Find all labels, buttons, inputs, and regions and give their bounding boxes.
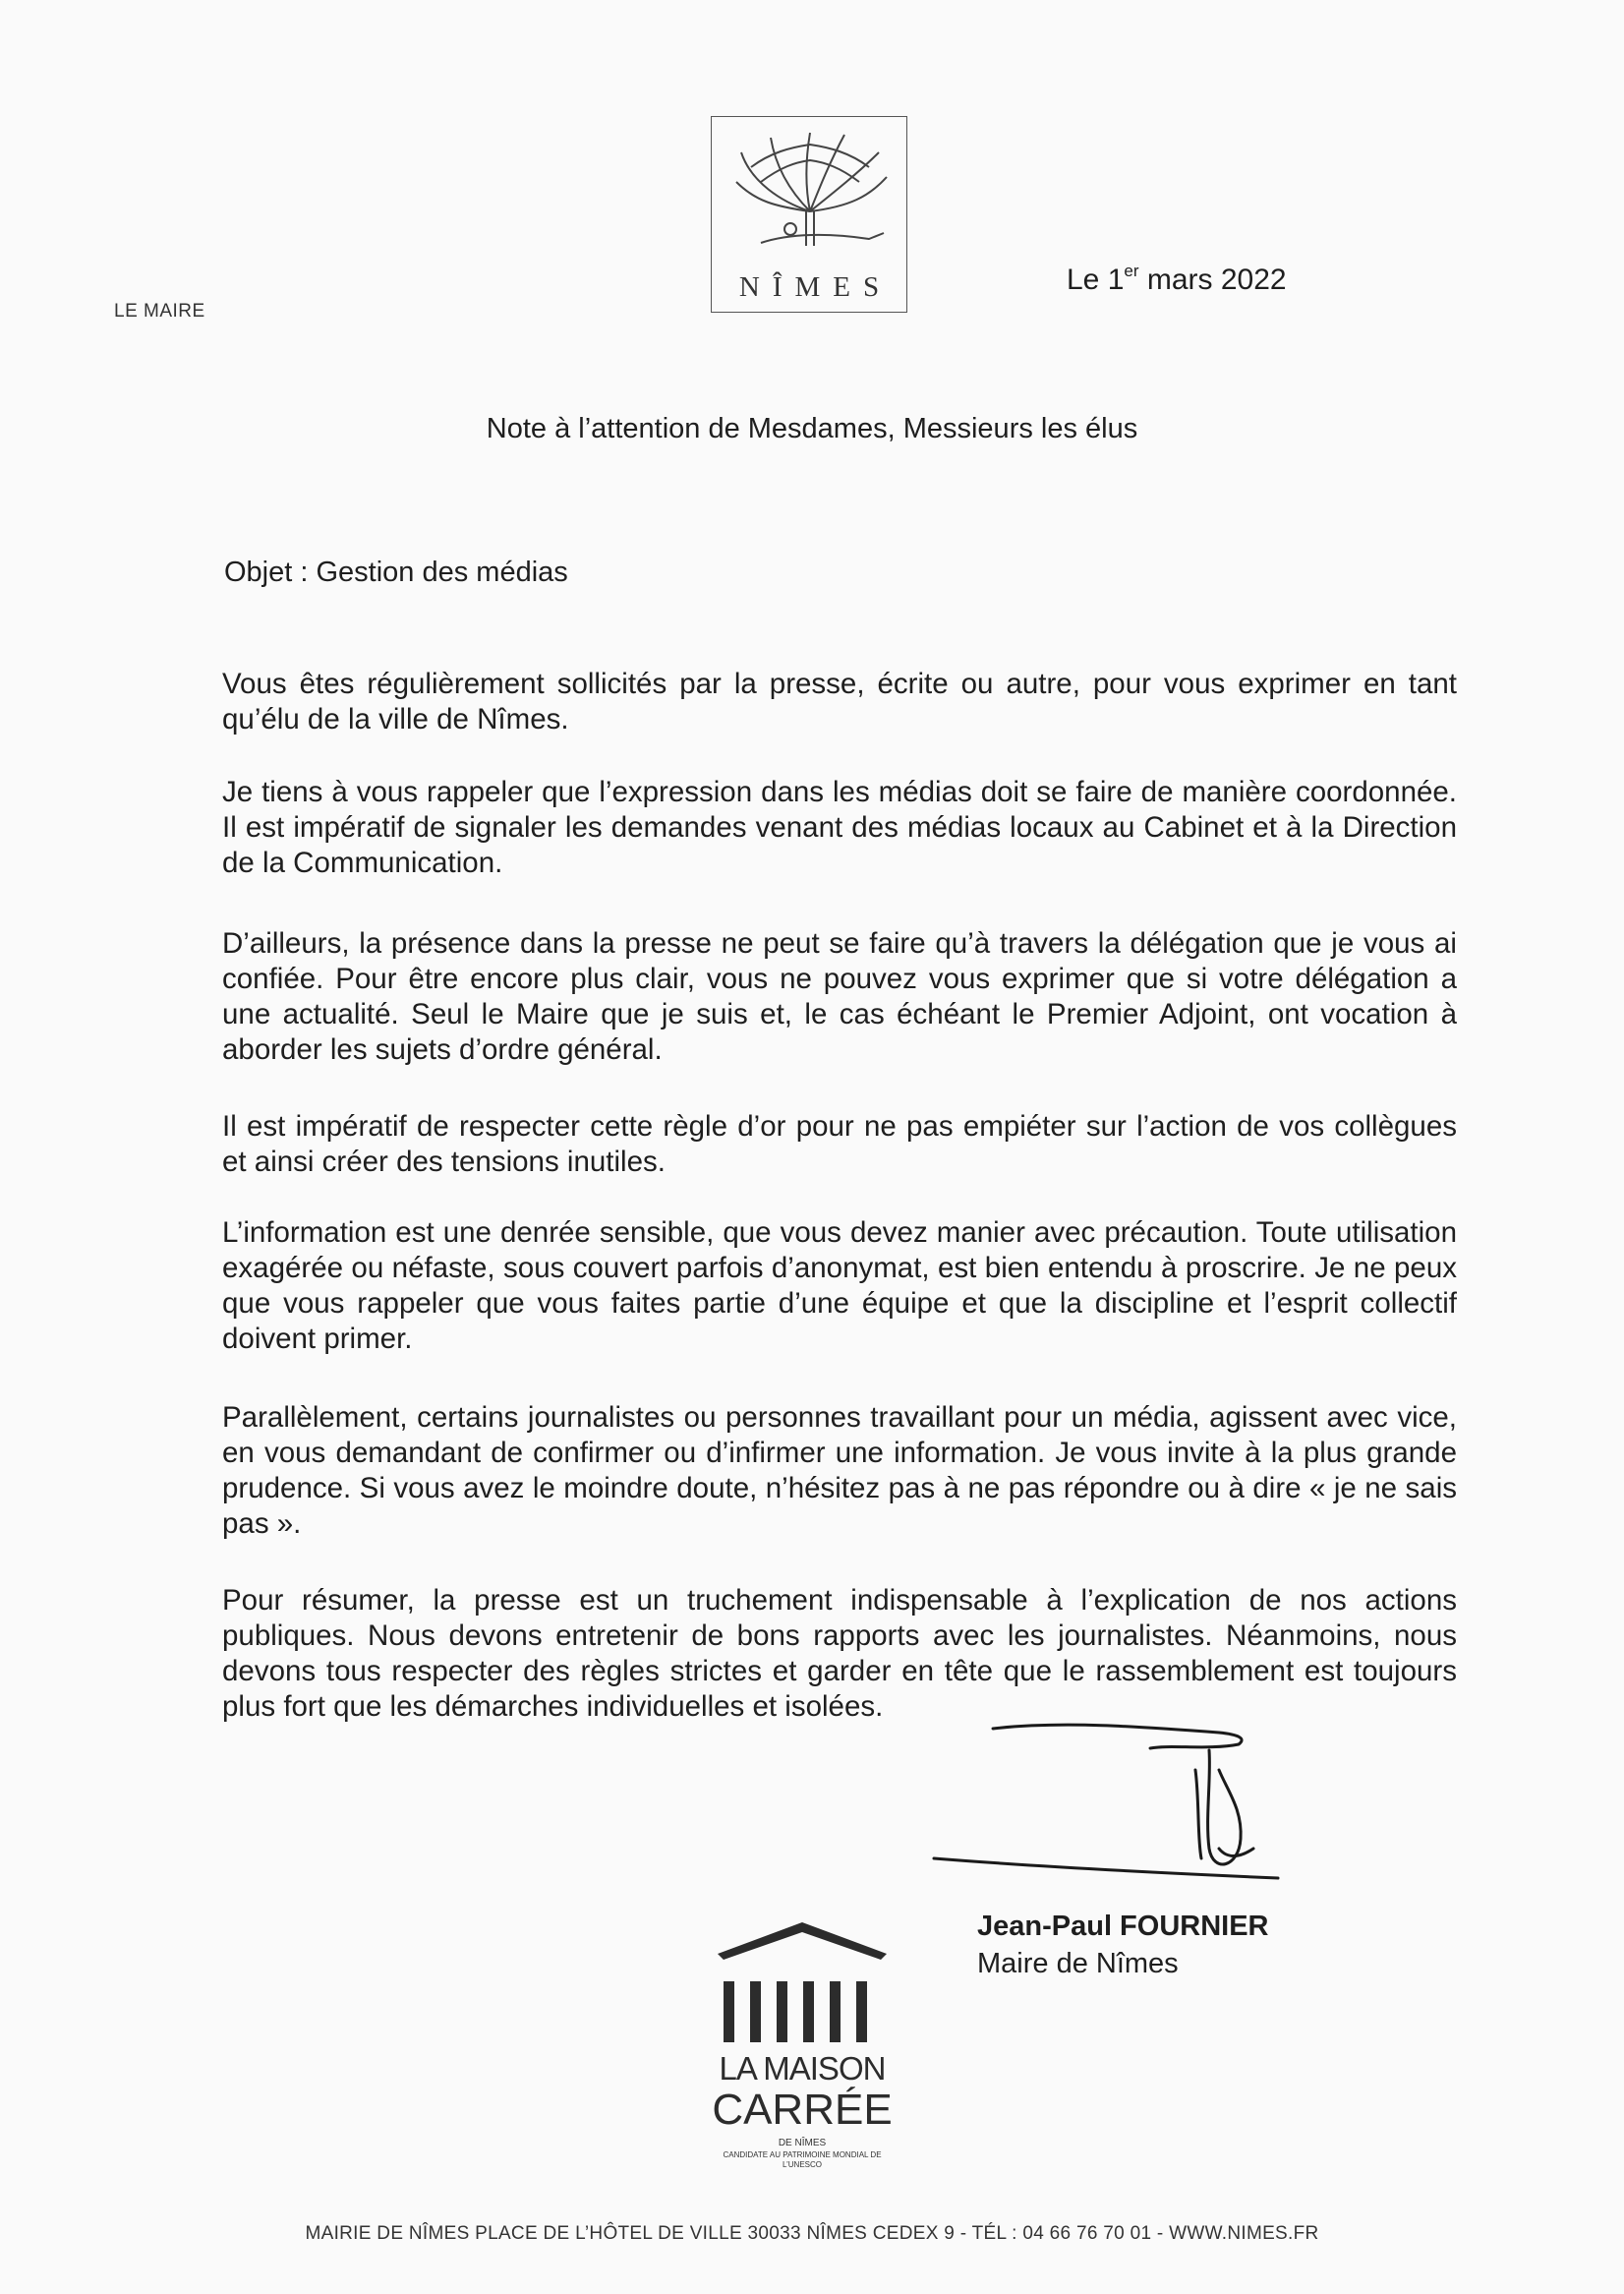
letter-date xyxy=(1067,262,1287,297)
maison-line4: CANDIDATE AU PATRIMOINE MONDIAL DE L’UNESCO xyxy=(723,2150,882,2169)
paragraph: Je tiens à vous rappeler que l’expression dans les médias doit se faire de manière coordonnée. Il est impératif de signaler les demandes venant des médias locaux au Cabinet et à la Direction de la Communication. xyxy=(222,776,1457,879)
date-superscript: er xyxy=(1124,262,1139,280)
paragraph: D’ailleurs, la présence dans la presse ne peut se faire qu’à travers la délégation que je vous ai confiée. Pour être encore plus clair, vous ne pouvez vous exprimer que si votre délégation a une actualité. Seul le Maire que je suis et, le cas échéant le Premier Adjoint, ont vocation à aborder les sujets d’ordre général. xyxy=(222,927,1457,1066)
date-prefix: Le 1 xyxy=(1067,264,1125,296)
signatory-name: Jean-Paul FOURNIER xyxy=(977,1911,1269,1942)
signatory-title: Maire de Nîmes xyxy=(977,1948,1179,1979)
maison-carree-logo xyxy=(704,1922,900,2178)
paragraph: L’information est une denrée sensible, que vous devez manier avec précaution. Toute utilisation exagérée ou néfaste, sous couvert parfois d’anonymat, est bien entendu à proscrire. Je ne peux que vous rappeler que vous faites partie d’une équipe et que la discipline et l’esprit collectif doivent primer. xyxy=(222,1216,1457,1355)
maison-line3: DE NÎMES xyxy=(778,2138,827,2148)
sender-label: LE MAIRE xyxy=(114,301,205,322)
maison-line1: LA MAISON xyxy=(719,2050,886,2087)
paragraph: Il est impératif de respecter cette règle d’or pour ne pas empiéter sur l’action de vos collègues et ainsi créer des tensions inutiles. xyxy=(222,1110,1457,1178)
city-logo xyxy=(711,116,907,313)
letter-footer: MAIRIE DE NÎMES PLACE DE L’HÔTEL DE VILLE 30033 NÎMES CEDEX 9 - TÉL : 04 66 76 70 01 - WWW.NIMES.FR xyxy=(305,2223,1319,2244)
temple-columns-icon xyxy=(704,1922,900,2050)
maison-line2: CARRÉE xyxy=(712,2086,893,2134)
object-line: Objet : Gestion des médias xyxy=(224,557,568,588)
palm-crocodile-emblem-icon xyxy=(722,123,899,261)
date-suffix: mars 2022 xyxy=(1138,264,1287,296)
handwritten-signature xyxy=(914,1711,1307,1908)
paragraph: Parallèlement, certains journalistes ou personnes travaillant pour un média, agissent avec vice, en vous demandant de confirmer ou d’infirmer une information. Je vous invite à la plus grande prudence. Si vous avez le moindre doute, n’hésitez pas à ne pas répondre ou à dire « je ne sais pas ». xyxy=(222,1401,1457,1540)
paragraph: Pour résumer, la presse est un truchement indispensable à l’explication de nos actions publiques. Nous devons entretenir de bons rapports avec les journalistes. Néanmoins, nous devons tous respecter des règles strictes et garder en tête que le rassemblement est toujours plus fort que les démarches individuelles et isolées. xyxy=(222,1584,1457,1723)
city-logo-text: NÎMES xyxy=(738,271,893,303)
paragraph: Vous êtes régulièrement sollicités par la presse, écrite ou autre, pour vous exprimer en tant qu’élu de la ville de Nîmes. xyxy=(222,668,1457,735)
note-title: Note à l’attention de Mesdames, Messieurs les élus xyxy=(486,413,1138,444)
